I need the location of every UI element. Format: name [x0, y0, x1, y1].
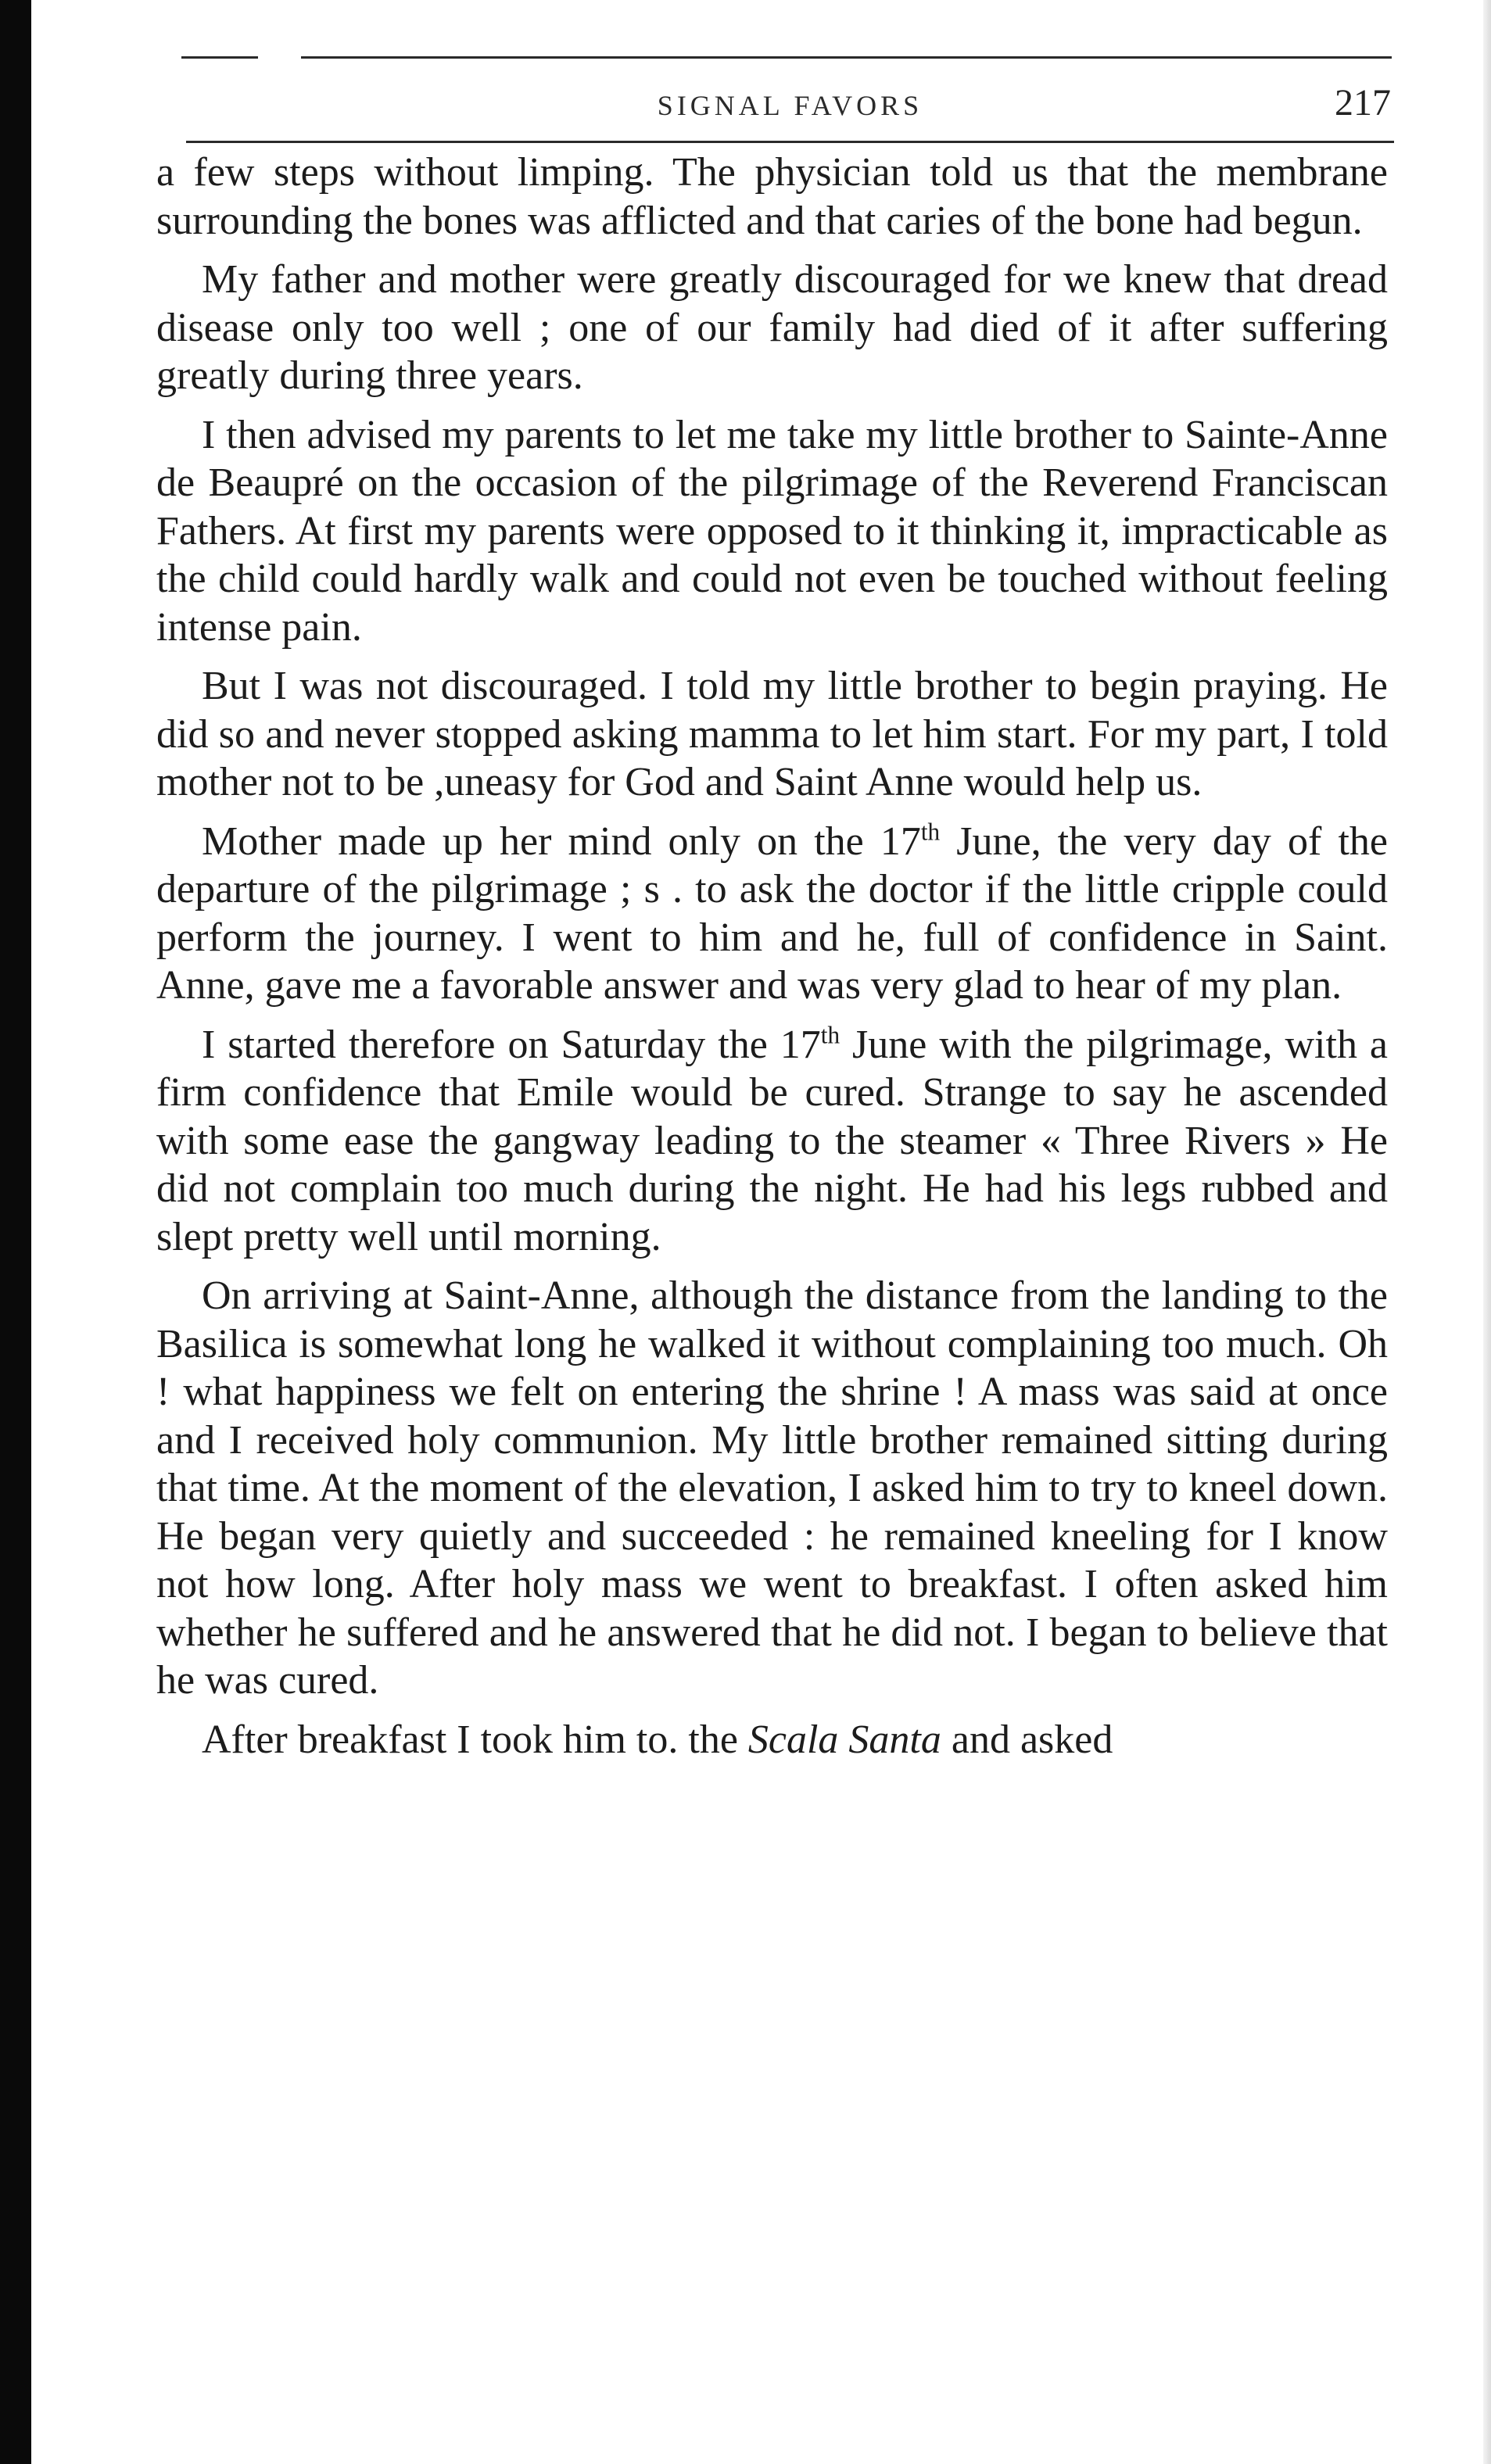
paragraph-text: My father and mother were greatly discouraged for we knew that dread disease only too well ; one of our family had died of it after suffering greatly during three years.: [156, 257, 1388, 398]
ordinal-suffix: th: [920, 818, 941, 846]
paragraph-2: [156, 256, 1388, 400]
paragraph-4: [156, 662, 1388, 807]
paragraph-7: [156, 1272, 1388, 1705]
paragraph-text-after: June, the very day of the departure of the pilgrimage ; s . to ask the doctor if the little cripple could perform the journey. I went to him and he, full of confidence in Saint. Anne, gave me a favorable answer and was very glad to hear of my plan.: [156, 818, 1388, 1008]
body-text: [156, 149, 1388, 1775]
header-rule: [186, 141, 1394, 143]
book-spine-shadow: [0, 0, 31, 2464]
running-header: [186, 78, 1394, 133]
paragraph-1: [156, 149, 1388, 245]
paragraph-text: a few steps without limping. The physician told us that the membrane surrounding the bones was afflicted and that caries of the bone had begun.: [156, 150, 1388, 243]
paragraph-text-before: I started therefore on Saturday the 17: [202, 1022, 821, 1067]
page-number: 217: [1335, 82, 1391, 124]
ordinal-suffix: th: [820, 1021, 840, 1049]
paragraph-text-after: and asked: [941, 1717, 1113, 1762]
paragraph-8: [156, 1716, 1388, 1764]
paragraph-text: But I was not discouraged. I told my little brother to begin praying. He did so and never stopped asking mamma to let him start. For my part, I told mother not to be ,uneasy for God and Saint Anne would help us.: [156, 664, 1388, 804]
paragraph-5: [156, 818, 1388, 1010]
running-title: SIGNAL FAVORS: [657, 90, 923, 121]
paragraph-text-after: June with the pilgrimage, with a firm confidence that Emile would be cured. Strange to say he ascended with some ease the gangway leading to the steamer « Three Rivers » He did not complain too much during the night. He had his legs rubbed and slept pretty well until morning.: [156, 1022, 1388, 1259]
page-edge: [1483, 0, 1491, 2464]
top-rule-right: [301, 56, 1392, 59]
paragraph-text: On arriving at Saint-Anne, although the distance from the landing to the Basilica is somewhat long he walked it without complaining too much. Oh ! what happiness we felt on entering the shrine ! A mass was said at once and I received holy communion. My little brother remained sitting during that time. At the moment of the elevation, I asked him to try to kneel down. He began very quietly and succeeded : he remained kneeling for I know not how long. After holy mass we went to breakfast. I often asked him whether he suffered and he answered that he did not. I began to believe that he was cured.: [156, 1273, 1388, 1703]
paragraph-6: [156, 1021, 1388, 1262]
paragraph-text-before: After breakfast I took him to. the: [202, 1717, 748, 1762]
paragraph-text: I then advised my parents to let me take my little brother to Sainte-Anne de Beaupré on the occasion of the pilgrimage of the Reverend Franciscan Fathers. At first my parents were opposed to it thinking it, impracticable as the child could hardly walk and could not even be touched without feeling intense pain.: [156, 412, 1388, 650]
paragraph-text-before: Mother made up her mind only on the 17: [202, 818, 921, 864]
italic-title: Scala Santa: [747, 1717, 941, 1762]
top-rule-left: [181, 56, 258, 59]
paragraph-3: [156, 411, 1388, 652]
